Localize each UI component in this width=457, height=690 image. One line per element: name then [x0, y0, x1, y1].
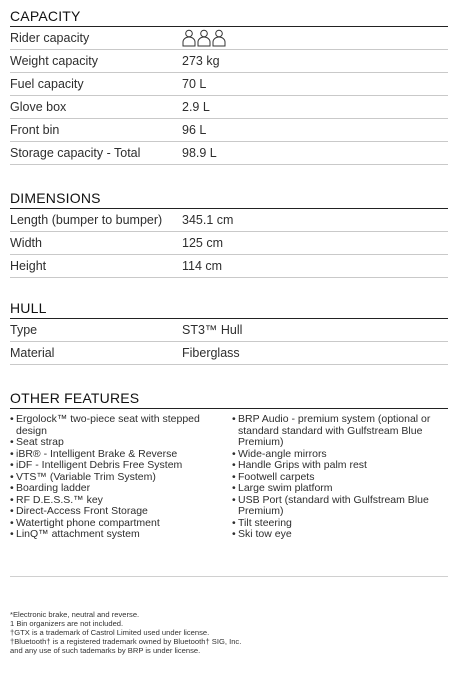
- list-item: • Handle Grips with palm rest: [232, 460, 448, 472]
- list-item: • Seat strap: [10, 437, 232, 449]
- row-label: Length (bumper to bumper): [10, 213, 163, 227]
- list-item: • Direct-Access Front Storage: [10, 506, 232, 518]
- dimensions-section: [10, 188, 448, 278]
- list-item: • iBR® - Intelligent Brake & Reverse: [10, 449, 232, 461]
- hull-section: [10, 298, 448, 365]
- footnote: †GTX is a trademark of Castrol Limited used under license.: [10, 628, 210, 637]
- list-item: • iDF - Intelligent Debris Free System: [10, 460, 232, 472]
- capacity-title: CAPACITY: [10, 6, 448, 27]
- list-item: • USB Port (standard with Gulfstream Blue Premium): [232, 495, 448, 518]
- list-item: • VTS™ (Variable Trim System): [10, 472, 232, 484]
- rider-icon: [197, 29, 211, 47]
- other-features-title: OTHER FEATURES: [10, 388, 448, 409]
- row-label: Glove box: [10, 100, 67, 114]
- row-value: 98.9 L: [182, 146, 217, 160]
- rider-icon: [182, 29, 196, 47]
- row-value: ST3™ Hull: [182, 323, 243, 337]
- row-value: 345.1 cm: [182, 213, 234, 227]
- footnotes: [10, 610, 448, 655]
- row-label: Rider capacity: [10, 31, 90, 45]
- capacity-table: [10, 27, 448, 165]
- list-item: • Ergolock™ two-piece seat with stepped design: [10, 414, 232, 437]
- features-column-left: [10, 414, 232, 541]
- table-row: [10, 255, 448, 278]
- row-label: Material: [10, 346, 55, 360]
- row-value: 70 L: [182, 77, 207, 91]
- row-value: [182, 27, 448, 49]
- row-label: Height: [10, 259, 47, 273]
- hull-title: HULL: [10, 298, 448, 319]
- row-label: Front bin: [10, 123, 60, 137]
- list-item: • Tilt steering: [232, 518, 448, 530]
- rider-icon: [212, 29, 226, 47]
- footnote: *Electronic brake, neutral and reverse.: [10, 610, 140, 619]
- table-row: [10, 119, 448, 142]
- list-item: • LinQ™ attachment system: [10, 529, 232, 541]
- row-value: Fiberglass: [182, 346, 240, 360]
- row-value: 96 L: [182, 123, 207, 137]
- rider-icons: [182, 29, 226, 47]
- divider: [10, 576, 448, 577]
- table-row: [10, 96, 448, 119]
- table-row: [10, 319, 448, 342]
- table-row: [10, 142, 448, 165]
- row-label: Storage capacity - Total: [10, 146, 141, 160]
- table-row: [10, 209, 448, 232]
- dimensions-table: [10, 209, 448, 278]
- footnote: †Bluetooth† is a registered trademark owned by Bluetooth† SIG, Inc.: [10, 637, 242, 646]
- row-label: Fuel capacity: [10, 77, 84, 91]
- row-value: 125 cm: [182, 236, 223, 250]
- features-list: [10, 409, 448, 541]
- list-item: • Watertight phone compartment: [10, 518, 232, 530]
- row-label: Type: [10, 323, 38, 337]
- list-item: • Ski tow eye: [232, 529, 448, 541]
- other-features-section: [10, 388, 448, 541]
- list-item: • Large swim platform: [232, 483, 448, 495]
- list-item: • Boarding ladder: [10, 483, 232, 495]
- list-item: • BRP Audio - premium system (optional or standard standard with Gulfstream Blue Premium): [232, 414, 448, 449]
- row-value: 2.9 L: [182, 100, 210, 114]
- features-column-right: [232, 414, 448, 541]
- hull-table: [10, 319, 448, 365]
- table-row: [10, 342, 448, 365]
- list-item: • Wide-angle mirrors: [232, 449, 448, 461]
- list-item: • RF D.E.S.S.™ key: [10, 495, 232, 507]
- row-label: Weight capacity: [10, 54, 99, 68]
- table-row: [10, 73, 448, 96]
- footnote: and any use of such tademarks by BRP is under license.: [10, 646, 201, 655]
- table-row: [10, 27, 448, 50]
- row-label: Width: [10, 236, 42, 250]
- dimensions-title: DIMENSIONS: [10, 188, 448, 209]
- list-item: • Footwell carpets: [232, 472, 448, 484]
- row-value: 273 kg: [182, 54, 220, 68]
- footnote: 1 Bin organizers are not included.: [10, 619, 124, 628]
- table-row: [10, 50, 448, 73]
- table-row: [10, 232, 448, 255]
- row-value: 114 cm: [182, 259, 223, 273]
- capacity-section: [10, 6, 448, 165]
